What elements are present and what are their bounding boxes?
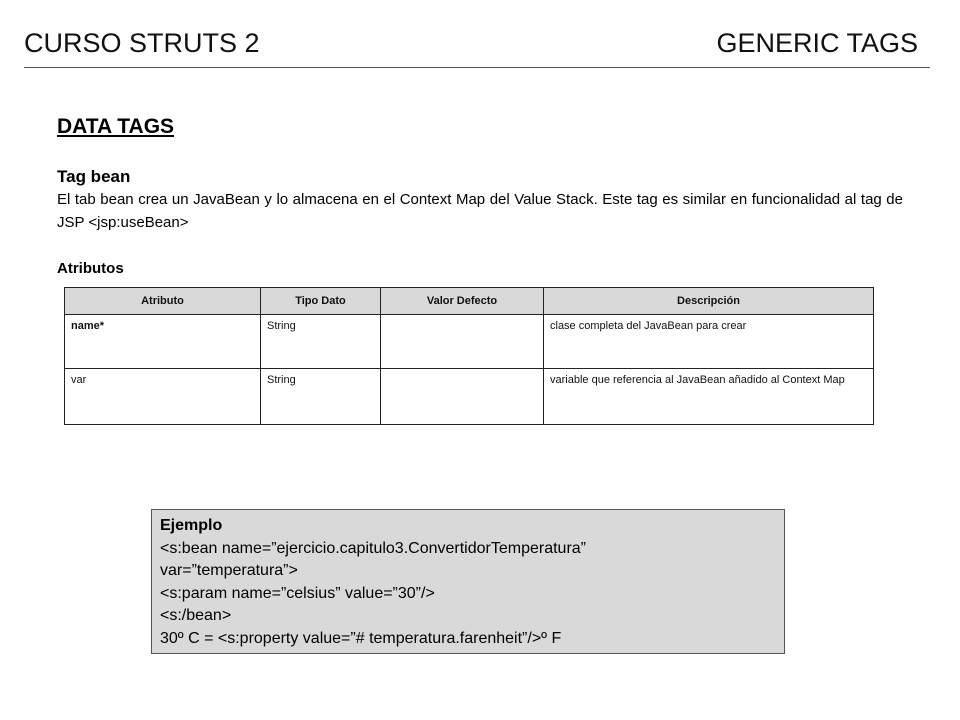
example-title: Ejemplo <box>160 517 223 534</box>
table-header-row <box>65 288 874 315</box>
tag-description: El tab bean crea un JavaBean y lo almacena en el Context Map del Value Stack. Este tag es similar en funcionalidad al tag de JSP <jsp:useBean> <box>57 191 903 231</box>
code-line: var=”temperatura”> <box>160 562 298 579</box>
table-cell: String <box>261 369 381 425</box>
tag-subheading: Tag bean <box>57 167 131 186</box>
code-line: 30º C = <s:property value=”# temperatura.farenheit”/>º F <box>160 629 562 647</box>
table-cell: String <box>261 315 381 369</box>
topic-title: GENERIC TAGS <box>716 28 918 58</box>
course-title: CURSO STRUTS 2 <box>24 28 260 58</box>
table-cell <box>381 369 544 425</box>
column-header: Valor Defecto <box>381 288 544 315</box>
attributes-table <box>64 287 874 425</box>
column-header: Atributo <box>65 288 261 315</box>
table-cell: variable que referencia al JavaBean añadido al Context Map <box>544 369 874 425</box>
example-box <box>151 509 785 654</box>
code-line: <s:bean name=”ejercicio.capitulo3.ConvertidorTemperatura” <box>160 539 586 557</box>
table-cell: name* <box>65 315 261 369</box>
attributes-heading: Atributos <box>57 260 124 277</box>
table-cell: clase completa del JavaBean para crear <box>544 315 874 369</box>
table-row <box>65 369 874 425</box>
header-divider <box>24 67 930 68</box>
table-cell <box>381 315 544 369</box>
table-row <box>65 315 874 369</box>
code-line: <s:/bean> <box>160 607 232 624</box>
table-cell: var <box>65 369 261 425</box>
column-header: Descripción <box>544 288 874 315</box>
code-line: <s:param name=”celsius” value=”30”/> <box>160 584 435 602</box>
section-title: DATA TAGS <box>57 115 175 138</box>
column-header: Tipo Dato <box>261 288 381 315</box>
